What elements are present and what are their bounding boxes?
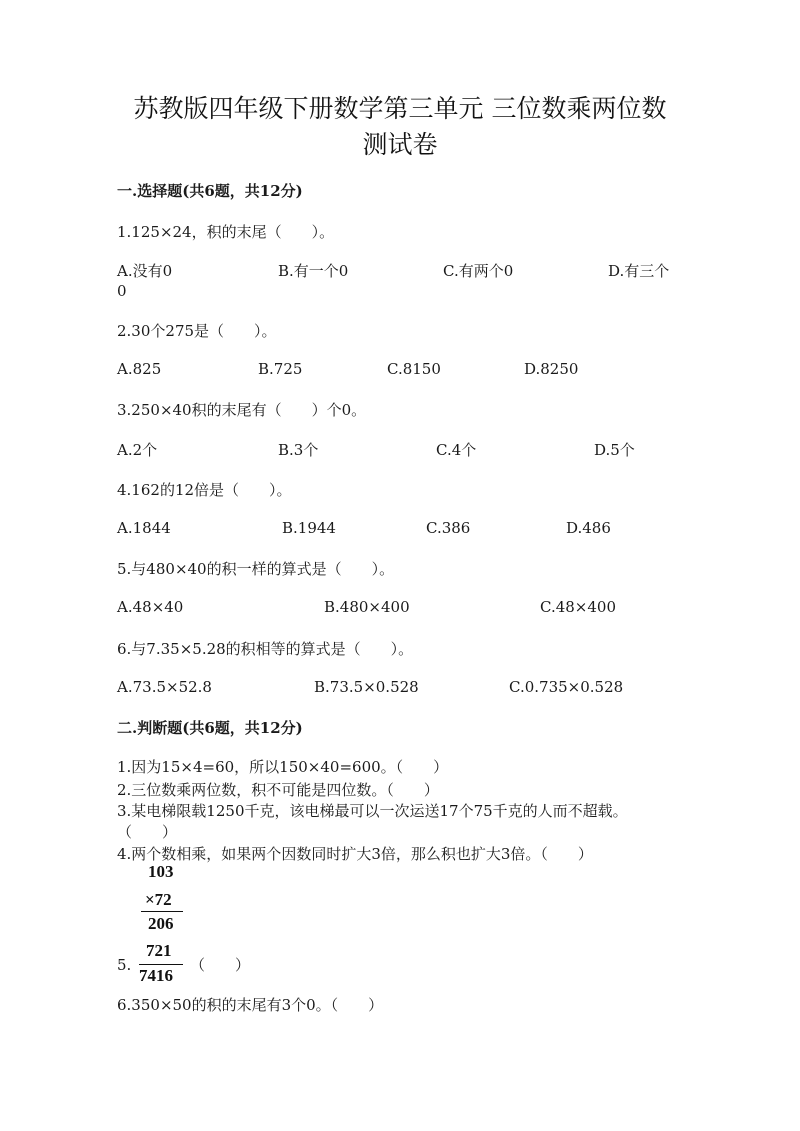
option-4c: C.386 [426,519,471,537]
option-3a: A.2个 [117,441,158,459]
option-1a: A.没有0 [117,262,173,280]
option-6c: C.0.735×0.528 [509,678,624,696]
option-4d: D.486 [566,519,611,537]
option-2a: A.825 [117,360,162,378]
question-3: 3.250×40积的末尾有（ ）个0。 [117,401,367,419]
judgement-item-5-paren: （ ） [190,956,251,974]
section-heading-choice: 一.选择题(共6题，共12分) [117,182,303,200]
calc-rule-2 [139,964,183,965]
calc-multiplier: ×72 [145,890,172,909]
question-1: 1.125×24，积的末尾（ ）。 [117,223,335,241]
calc-rule-1 [141,911,183,912]
judgement-item-6: 6.350×50的积的末尾有3个0。（ ） [117,996,384,1014]
page-title-line2: 测试卷 [362,130,438,159]
option-1c: C.有两个0 [443,262,514,280]
judgement-item-2: 2.三位数乘两位数，积不可能是四位数。（ ） [117,781,439,799]
option-1d-wrap: 0 [117,282,127,300]
option-5c: C.48×400 [540,598,616,616]
option-3c: C.4个 [436,441,477,459]
option-4b: B.1944 [282,519,336,537]
page-title-line1: 苏教版四年级下册数学第三单元 三位数乘两位数 [133,94,667,123]
option-2c: C.8150 [387,360,441,378]
judgement-item-3: 3.某电梯限载1250千克，该电梯最可以一次运送17个75千克的人而不超载。 [117,802,628,820]
judgement-item-5-number: 5. [117,956,132,974]
option-3d: D.5个 [594,441,635,459]
option-5a: A.48×40 [117,598,184,616]
option-3b: B.3个 [278,441,319,459]
option-1d: D.有三个 [608,262,670,280]
question-4: 4.162的12倍是（ ）。 [117,481,292,499]
calc-partial-2: 721 [146,941,172,960]
judgement-item-4: 4.两个数相乘，如果两个因数同时扩大3倍，那么积也扩大3倍。（ ） [117,845,593,863]
option-4a: A.1844 [117,519,171,537]
section-heading-judgement: 二.判断题(共6题，共12分) [117,719,303,737]
option-2b: B.725 [258,360,303,378]
option-6b: B.73.5×0.528 [314,678,419,696]
option-1b: B.有一个0 [278,262,349,280]
option-5b: B.480×400 [324,598,410,616]
question-6: 6.与7.35×5.28的积相等的算式是（ ）。 [117,640,414,658]
judgement-item-1: 1.因为15×4=60，所以150×40=600。（ ） [117,758,449,776]
question-5: 5.与480×40的积一样的算式是（ ）。 [117,560,395,578]
calc-product: 7416 [139,966,173,985]
question-2: 2.30个275是（ ）。 [117,322,277,340]
option-2d: D.8250 [524,360,579,378]
calc-partial-1: 206 [148,914,174,933]
option-6a: A.73.5×52.8 [117,678,212,696]
calc-multiplicand: 103 [148,862,174,881]
judgement-item-3-paren: （ ） [117,823,178,841]
